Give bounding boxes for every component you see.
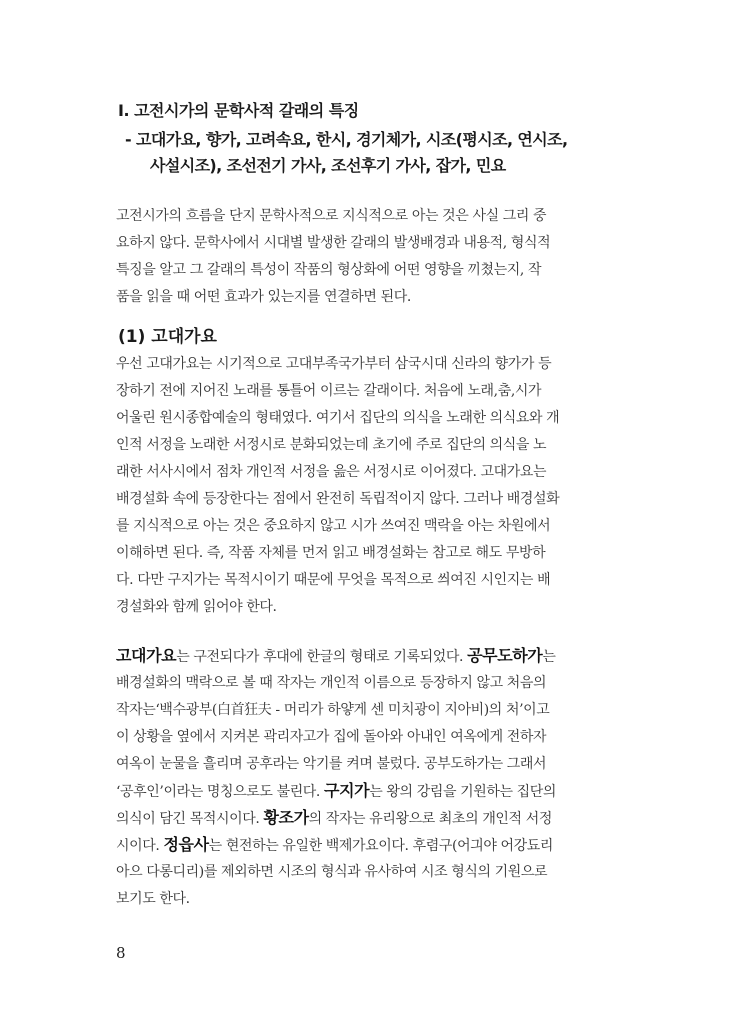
paragraph-line: 우선 고대가요는 시기적으로 고대부족국가부터 삼국시대 신라의 향가가 등 (116, 356, 552, 372)
bold-term: 공무도하가 (467, 646, 543, 665)
bold-term: 정읍사 (163, 835, 209, 854)
paragraph-line: 보기도 한다. (116, 891, 190, 907)
page-number: 8 (116, 944, 126, 962)
intro-line: 품을 읽을 때 어떤 효과가 있는지를 연결하면 된다. (116, 289, 411, 305)
paragraph-line: 다. 다만 구지가는 목적시이기 때문에 무엇을 목적으로 씌여진 시인지는 배 (116, 572, 551, 588)
subsection-heading: (1) 고대가요 (118, 327, 217, 347)
paragraph-line (116, 781, 556, 802)
intro-line: 특징을 알고 그 갈래의 특성이 작품의 형상화에 어떤 영향을 끼쳤는지, 작 (116, 262, 542, 278)
bold-term: 구지가 (324, 781, 370, 800)
paragraph-line: 배경설화의 맥락으로 볼 때 작자는 개인적 이름으로 등장하지 않고 처음의 (116, 675, 547, 691)
text-run: 의식이 담긴 목적시이다. (116, 811, 264, 827)
paragraph-line: 인적 서정을 노래한 서정시로 분화되었는데 초기에 주로 집단의 의식을 노 (116, 437, 547, 453)
text-run: 시이다. (116, 838, 164, 854)
paragraph-line: 이해하면 된다. 즉, 작품 자체를 먼저 읽고 배경설화는 참고로 해도 무방하 (116, 545, 546, 561)
section-subtitle-line-1: - 고대가요, 향가, 고려속요, 한시, 경기체가, 시조(평시조, 연시조, (125, 130, 568, 149)
text-run: 는 왕의 강림을 기원하는 집단의 (369, 784, 557, 800)
section-title: Ⅰ. 고전시가의 문학사적 갈래의 특징 (118, 101, 359, 120)
paragraph-line: 장하기 전에 지어진 노래를 통틀어 이르는 갈래이다. 처음에 노래,춤,시가 (116, 383, 542, 399)
paragraph-line: 래한 서사시에서 점차 개인적 서정을 읊은 서정시로 이어졌다. 고대가요는 (116, 464, 547, 480)
text-run: 는 구전되다가 후대에 한글의 형태로 기록되었다. (176, 649, 468, 665)
paragraph-line: 아으 다롱디리)를 제외하면 시조의 형식과 유사하여 시조 형식의 기원으로 (116, 864, 548, 880)
paragraph-line: 작자는‘백수광부(白首狂夫 - 머리가 하얗게 센 미치광이 지아비)의 처’이고 (116, 702, 550, 718)
text-run: ‘공후인’이라는 명칭으로도 불린다. (116, 784, 325, 800)
intro-line: 고전시가의 흐름을 단지 문학사적으로 지식적으로 아는 것은 사실 그리 중 (116, 208, 547, 224)
paragraph-line (116, 835, 553, 856)
paragraph-line: 어울린 원시종합예술의 형태였다. 여기서 집단의 의식을 노래한 의식요와 개 (116, 410, 560, 426)
paragraph-line: 이 상황을 옆에서 지켜본 곽리자고가 집에 돌아와 아내인 여옥에게 전하자 (116, 729, 547, 745)
text-run: 는 현전하는 유일한 백제가요이다. 후렴구(어긔야 어강됴리 (208, 838, 553, 854)
paragraph-line (116, 808, 552, 829)
paragraph-line: 경설화와 함께 읽어야 한다. (116, 599, 277, 615)
text-run: 는 (542, 649, 556, 665)
bold-term: 황조가 (263, 808, 309, 827)
intro-line: 요하지 않다. 문학사에서 시대별 발생한 갈래의 발생배경과 내용적, 형식적 (116, 235, 551, 251)
paragraph-line: 여옥이 눈물을 흘리며 공후라는 악기를 켜며 불렀다. 공부도하가는 그래서 (116, 756, 547, 772)
paragraph-line (116, 646, 555, 667)
paragraph-line: 를 지식적으로 아는 것은 중요하지 않고 시가 쓰여진 맥락을 아는 차원에서 (116, 518, 551, 534)
paragraph-line: 배경설화 속에 등장한다는 점에서 완전히 독립적이지 않다. 그러나 배경설화 (116, 491, 560, 507)
section-subtitle-line-2: 사설시조), 조선전기 가사, 조선후기 가사, 잡가, 민요 (150, 156, 506, 175)
bold-term: 고대가요 (116, 646, 177, 665)
text-run: 의 작자는 유리왕으로 최초의 개인적 서정 (308, 811, 552, 827)
